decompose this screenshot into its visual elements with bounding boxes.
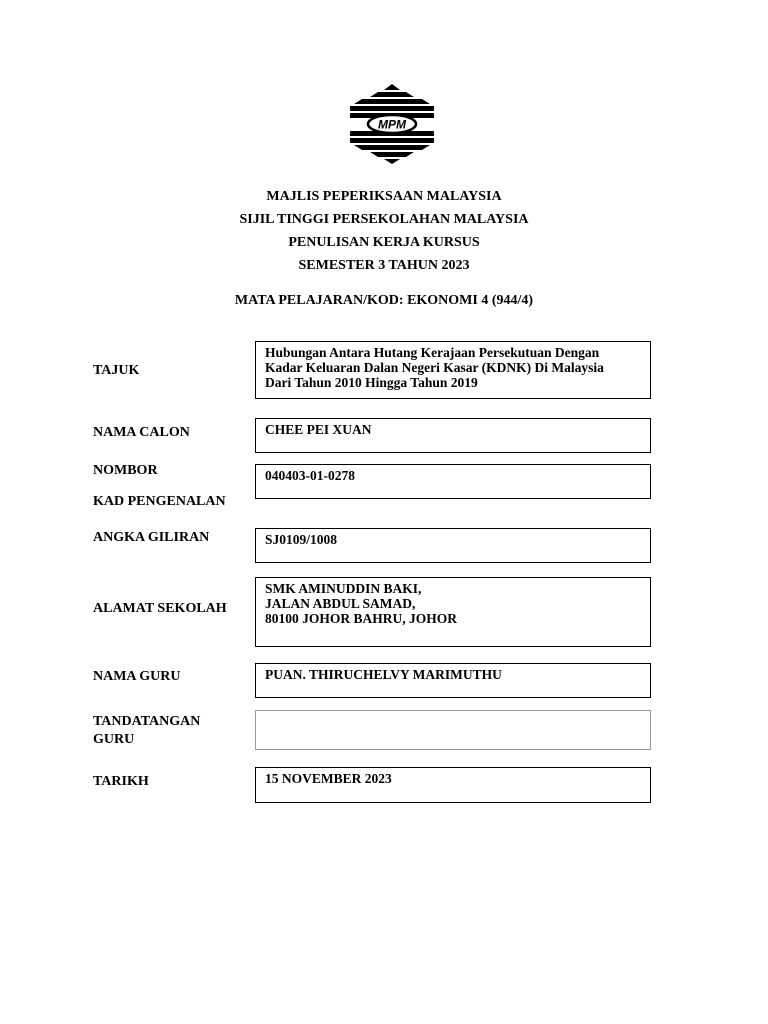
subject-code: MATA PELAJARAN/KOD: EKONOMI 4 (944/4) bbox=[234, 293, 534, 308]
alamat-sekolah-field bbox=[255, 577, 651, 647]
logo-text: MPM bbox=[378, 117, 406, 132]
tarikh-value: 15 NOVEMBER 2023 bbox=[265, 771, 392, 786]
nama-calon-label: NAMA CALON bbox=[93, 425, 190, 440]
tajuk-line-1: Hubungan Antara Hutang Kerajaan Persekutuan Dengan bbox=[265, 345, 600, 360]
header-line-3: PENULISAN KERJA KURSUS bbox=[288, 235, 480, 250]
guru-label: GURU bbox=[93, 732, 135, 747]
nama-guru-field bbox=[255, 663, 651, 698]
nama-guru-label: NAMA GURU bbox=[93, 669, 181, 684]
tandatangan-label: TANDATANGAN bbox=[93, 714, 201, 729]
tajuk-label: TAJUK bbox=[93, 363, 140, 378]
nama-calon-value: CHEE PEI XUAN bbox=[265, 422, 372, 437]
alamat-line-3: 80100 JOHOR BAHRU, JOHOR bbox=[265, 611, 458, 626]
angka-giliran-label: ANGKA GILIRAN bbox=[93, 530, 210, 545]
tarikh-field bbox=[255, 767, 651, 803]
kad-pengenalan-field bbox=[255, 464, 651, 499]
angka-giliran-field bbox=[255, 528, 651, 563]
tarikh-label: TARIKH bbox=[93, 774, 149, 789]
nombor-label: NOMBOR bbox=[93, 463, 158, 478]
kad-pengenalan-value: 040403-01-0278 bbox=[265, 468, 355, 483]
nama-calon-field bbox=[255, 418, 651, 453]
tajuk-line-3: Dari Tahun 2010 Hingga Tahun 2019 bbox=[265, 375, 478, 390]
nama-guru-value: PUAN. THIRUCHELVY MARIMUTHU bbox=[265, 667, 502, 682]
alamat-line-2: JALAN ABDUL SAMAD, bbox=[265, 596, 416, 611]
header-line-4: SEMESTER 3 TAHUN 2023 bbox=[298, 258, 470, 273]
alamat-sekolah-label: ALAMAT SEKOLAH bbox=[93, 601, 227, 616]
kad-pengenalan-label: KAD PENGENALAN bbox=[93, 494, 226, 509]
alamat-line-1: SMK AMINUDDIN BAKI, bbox=[265, 581, 422, 596]
header-line-1: MAJLIS PEPERIKSAAN MALAYSIA bbox=[266, 189, 502, 204]
tandatangan-field bbox=[255, 710, 651, 750]
header-line-2: SIJIL TINGGI PERSEKOLAHAN MALAYSIA bbox=[239, 212, 529, 227]
tajuk-line-2: Kadar Keluaran Dalan Negeri Kasar (KDNK) Di Malaysia bbox=[265, 360, 604, 375]
angka-giliran-value: SJ0109/1008 bbox=[265, 532, 338, 547]
mpm-logo bbox=[346, 84, 438, 164]
tajuk-field bbox=[255, 341, 651, 399]
